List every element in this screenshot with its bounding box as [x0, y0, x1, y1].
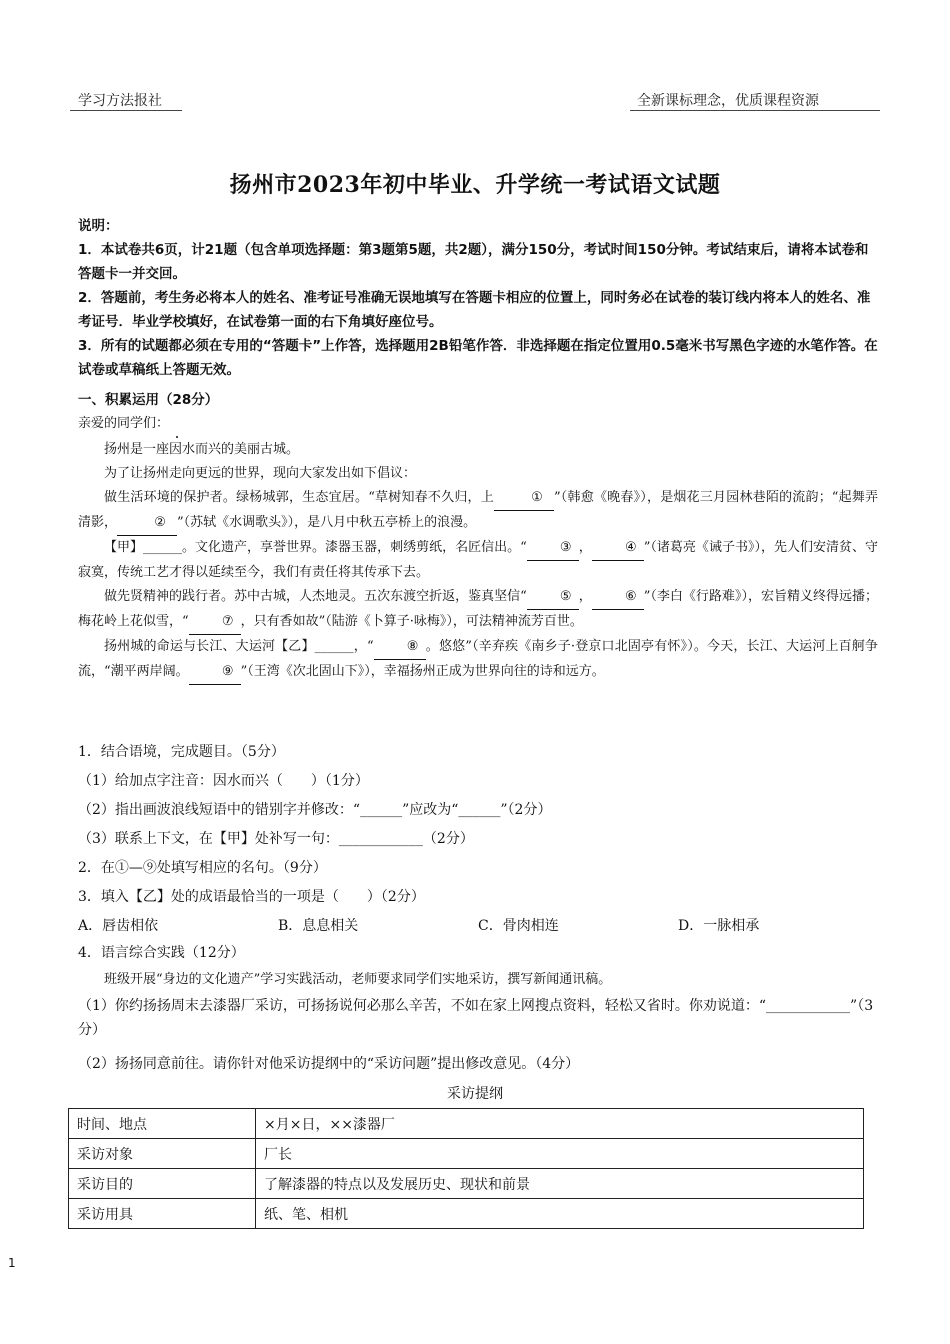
letter-greeting: 亲爱的同学们： — [78, 416, 170, 431]
blank-3[interactable]: ③ — [527, 536, 579, 561]
table-cell: 厂长 — [256, 1139, 864, 1169]
table-cell: 纸、笔、相机 — [256, 1199, 864, 1229]
blank-7[interactable]: ⑦ — [189, 610, 241, 635]
notes-heading: 说明： — [78, 218, 119, 234]
question-1: 1．结合语境，完成题目。（5分） — [78, 744, 285, 760]
letter-para-6: 扬州城的命运与长江、大运河【乙】______，“ ⑧ 。悠悠”（辛弃疾《南乡子·登京口北固亭有怀》）。今天，长江、大运河上百舸争流，“潮平两岸阔。 ⑨ ”（王湾《次北固山下》），幸福扬州正成为世界向往的诗和远方。 — [78, 635, 878, 685]
table-row — [69, 1139, 864, 1169]
blank-4[interactable]: ④ — [592, 536, 644, 561]
table-row — [69, 1169, 864, 1199]
section-heading: 一、积累运用（28分） — [78, 392, 219, 408]
note-1: 1．本试卷共6页，计21题（包含单项选择题：第3题第5题，共2题），满分150分，考试时间150分钟。考试结束后，请将本试卷和答题卡一并交回。 — [78, 242, 869, 282]
letter-para-5: 做先贤精神的践行者。苏中古城，人杰地灵。五次东渡空折返，鉴真坚信“ ⑤ ， ⑥ ”（李白《行路难》），宏旨精义终得远播；梅花岭上花似雪，“ ⑦ ，只有香如故”（陆游《卜算子·咏梅》），可法精神流芳百世。 — [78, 585, 878, 635]
table-row — [69, 1199, 864, 1229]
question-4-1: （1）你约扬扬周末去漆器厂采访，可扬扬说何必那么辛苦，不如在家上网搜点资料，轻松又省时。你劝说道：“____________”（3分） — [78, 998, 874, 1038]
question-4-intro: 班级开展“身边的文化遗产”学习实践活动，老师要求同学们实地采访，撰写新闻通讯稿。 — [104, 972, 612, 987]
blank-8[interactable]: ⑧ — [374, 635, 426, 660]
table-cell: 采访目的 — [69, 1169, 256, 1199]
question-3-options — [78, 914, 888, 938]
letter-para-4: 【甲】______。文化遗产，享誉世界。漆器玉器，刺绣剪纸，名匠信出。“ ③ ， ④ ”（诸葛亮《诫子书》），先人们安清贫、守寂寞，传统工艺才得以延续至今，我们有责任将其传承下去。 — [78, 536, 878, 585]
header-rule-left — [70, 110, 182, 111]
table-cell: ×月×日，××漆器厂 — [256, 1109, 864, 1139]
dotted-char: 因 — [169, 442, 183, 457]
letter-para-3: 做生活环境的保护者。绿杨城郭，生态宜居。“草树知春不久归，上 ① ”（韩愈《晚春》），是烟花三月园林巷陌的流韵；“起舞弄清影， ② ”（苏轼《水调歌头》），是八月中秋五亭桥上的浪漫。 — [78, 486, 878, 536]
outline-caption: 采访提纲 — [447, 1086, 503, 1102]
blank-1[interactable]: ① — [494, 486, 554, 511]
question-4: 4．语言综合实践（12分） — [78, 945, 245, 961]
question-4-2: （2）扬扬同意前往。请你针对他采访提纲中的“采访问题”提出修改意见。（4分） — [78, 1056, 580, 1072]
option-a[interactable]: A．唇齿相依 — [78, 918, 159, 934]
table-cell: 时间、地点 — [69, 1109, 256, 1139]
page-title: 扬州市2023年初中毕业、升学统一考试语文试题 — [229, 172, 721, 198]
header-left: 学习方法报社 — [78, 93, 162, 109]
question-1-2: （2）指出画波浪线短语中的错别字并修改：“______”应改为“______”（2分） — [78, 802, 552, 818]
option-d[interactable]: D．一脉相承 — [678, 918, 760, 934]
note-2: 2．答题前，考生务必将本人的姓名、准考证号准确无误地填写在答题卡相应的位置上，同时务必在试卷的装订线内将本人的姓名、准考证号．毕业学校填好，在试卷第一面的右下角填好座位号。 — [78, 290, 871, 330]
note-3: 3．所有的试题都必须在专用的“答题卡”上作答，选择题用2B铅笔作答．非选择题在指定位置用0.5毫米书写黑色字迹的水笔作答。在试卷或草稿纸上答题无效。 — [78, 338, 878, 378]
question-1-3: （3）联系上下文，在【甲】处补写一句：____________（2分） — [78, 831, 474, 847]
question-3: 3．填入【乙】处的成语最恰当的一项是（ ）（2分） — [78, 889, 425, 905]
table-cell: 了解漆器的特点以及发展历史、现状和前景 — [256, 1169, 864, 1199]
letter — [78, 412, 878, 685]
header-right: 全新课标理念，优质课程资源 — [637, 93, 819, 109]
option-c[interactable]: C．骨肉相连 — [478, 918, 559, 934]
table-cell: 采访用具 — [69, 1199, 256, 1229]
blank-2[interactable]: ② — [117, 511, 177, 536]
outline-table — [68, 1108, 864, 1229]
blank-9[interactable]: ⑨ — [189, 660, 241, 685]
table-cell: 采访对象 — [69, 1139, 256, 1169]
blank-6[interactable]: ⑥ — [592, 585, 644, 610]
table-row — [69, 1109, 864, 1139]
question-2: 2．在①—⑨处填写相应的名句。（9分） — [78, 860, 327, 876]
letter-para-2: 为了让扬州走向更远的世界，现向大家发出如下倡议： — [104, 466, 417, 481]
blank-5[interactable]: ⑤ — [527, 585, 579, 610]
page-number: 1 — [8, 1256, 16, 1270]
notes — [78, 214, 878, 382]
header-rule-right — [630, 110, 880, 111]
letter-para-1: 扬州是一座因水而兴的美丽古城。 — [104, 442, 300, 457]
option-b[interactable]: B．息息相关 — [278, 918, 359, 934]
question-1-1: （1）给加点字注音：因水而兴（ ）（1分） — [78, 773, 369, 789]
